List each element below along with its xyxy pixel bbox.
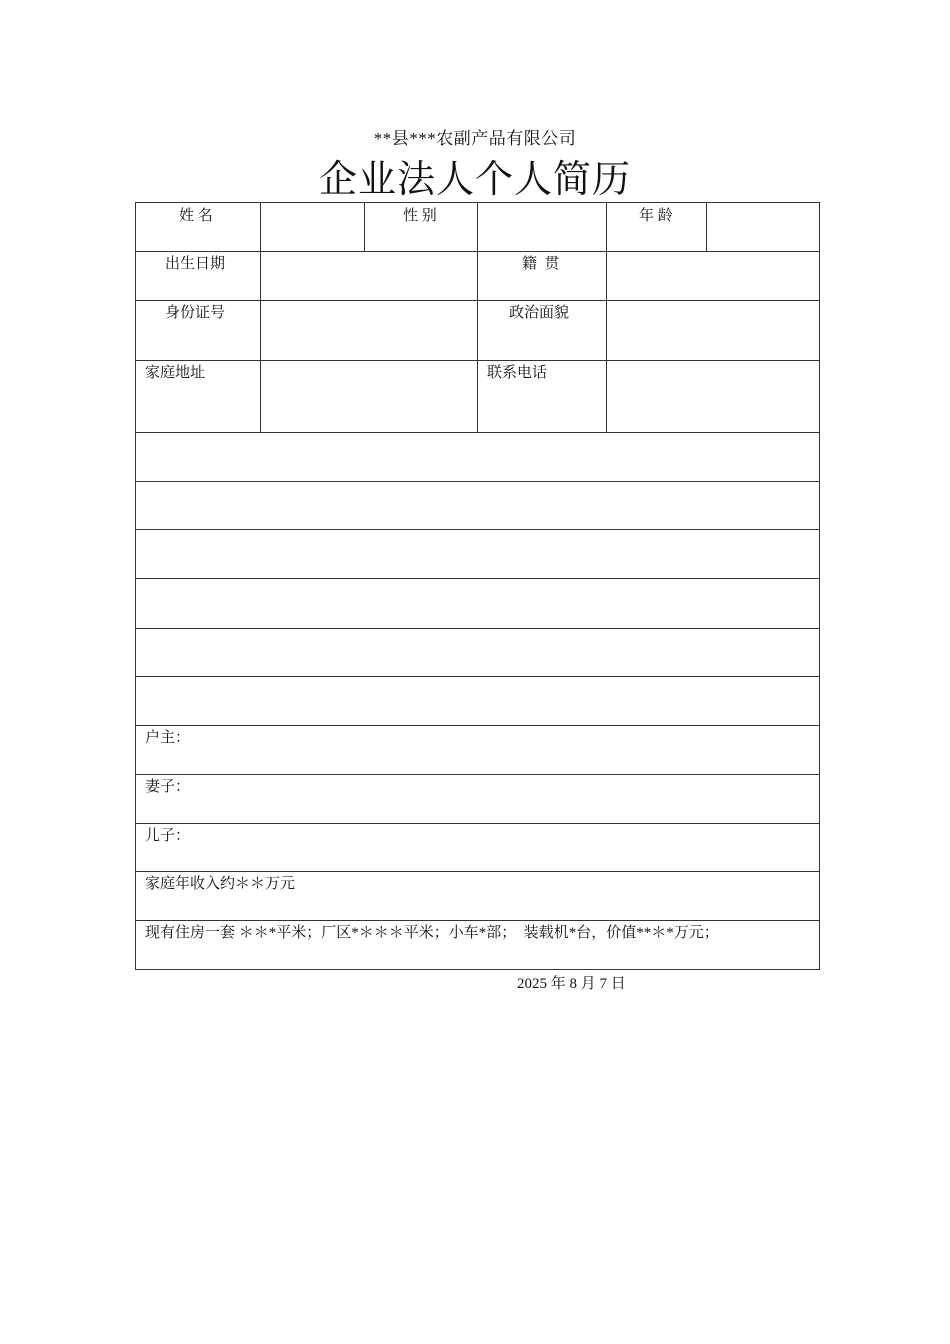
wife-label: 妻子： [145, 779, 191, 795]
gender-field[interactable] [478, 204, 605, 250]
name-label: 姓 名 [179, 208, 213, 224]
gender-label: 性 别 [403, 208, 437, 224]
page-title: 企业法人个人简历 [318, 159, 631, 201]
name-field[interactable] [261, 204, 363, 250]
home-address-label: 家庭地址 [145, 365, 206, 381]
id-number-field[interactable] [261, 301, 476, 359]
householder-label: 户主： [145, 730, 191, 746]
blank-row[interactable] [137, 433, 819, 480]
blank-row[interactable] [137, 482, 819, 528]
row-divider [136, 774, 819, 775]
political-status-label: 政治面貌 [509, 305, 570, 321]
annual-income-text: 家庭年收入约＊＊万元 [145, 876, 296, 892]
signature-date: 2025 年 8 月 7 日 [517, 976, 626, 992]
company-name: **县***农副产品有限公司 [373, 129, 577, 148]
resume-form [135, 202, 820, 970]
blank-row[interactable] [137, 530, 819, 577]
phone-label: 联系电话 [487, 365, 548, 381]
blank-row[interactable] [137, 579, 819, 627]
age-label: 年 龄 [639, 208, 673, 224]
age-field[interactable] [707, 204, 819, 250]
phone-field[interactable] [607, 361, 819, 431]
native-place-label: 籍 贯 [522, 256, 560, 272]
row-divider [136, 823, 819, 824]
assets-text: 现有住房一套 ＊＊*平米；厂区*＊＊＊平米；小车*部； 装载机*台，价值**＊*万元； [145, 925, 719, 941]
row-divider [136, 725, 819, 726]
birth-date-field[interactable] [261, 252, 476, 299]
birth-date-label: 出生日期 [165, 256, 226, 272]
blank-row[interactable] [137, 677, 819, 724]
id-number-label: 身份证号 [165, 305, 226, 321]
blank-row[interactable] [137, 629, 819, 675]
political-status-field[interactable] [607, 301, 819, 359]
column-divider [364, 203, 365, 251]
native-place-field[interactable] [607, 252, 819, 299]
home-address-field[interactable] [261, 361, 476, 431]
son-label: 儿子： [145, 828, 191, 844]
